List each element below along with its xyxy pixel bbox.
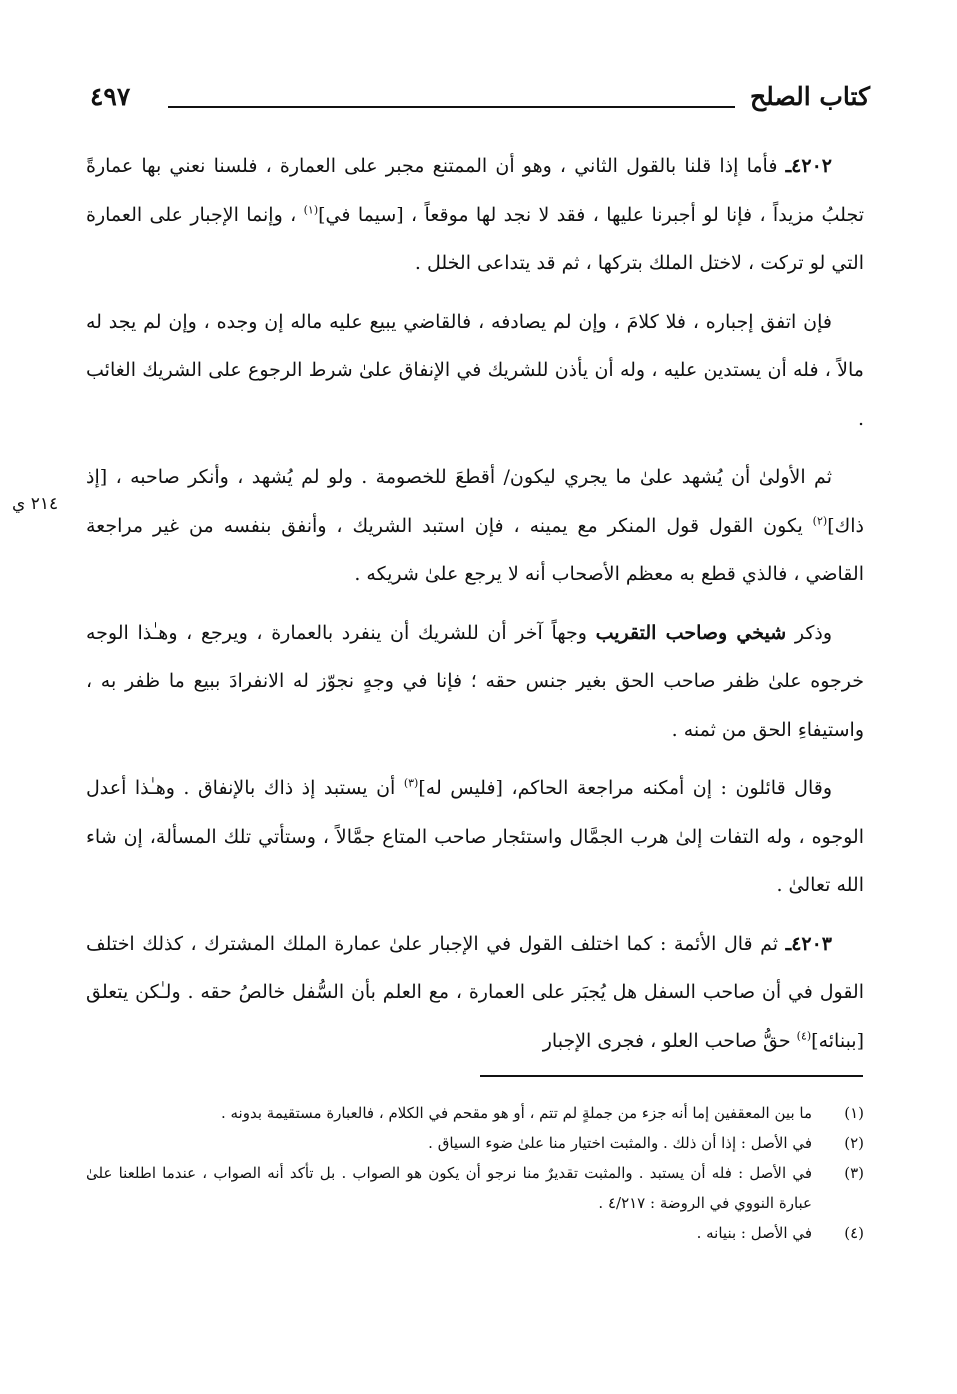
footnote-number: (٤) (844, 1224, 864, 1242)
footnote-text: في الأصل : بنيانه . (696, 1224, 812, 1242)
paragraph-text: فإن اتفق إجباره ، فلا كلامَ ، وإن لم يصادفه ، فالقاضي يبيع عليه ماله إن وجده ، وإن لم يجد له مالاً ، فله أن يستدين عليه ، وله أن يأذن للشريك في الإنفاق علىٰ شرط الرجوع على الشريك الغائب . (86, 310, 864, 430)
paragraph-text-cont: حقُّ صاحب العلو ، فجرى الإجبار (542, 1029, 797, 1052)
paragraph-text: ثم الأولىٰ أن يُشهد علىٰ ما يجري ليكون/ أقطعَ للخصومة . ولو لم يُشهد ، وأنكر صاحبه ، [إذ ذاك] (86, 466, 864, 537)
footnote-separator (480, 1075, 863, 1077)
margin-folio-note: ٢١٤ ي (12, 494, 59, 514)
footnote-ref: (٣) (403, 776, 419, 790)
paragraph-text: ثم قال الأئمة : كما اختلف القول في الإجبار علىٰ عمارة الملك المشترك ، كذلك اختلف القول في أن صاحب السفل هل يُجبَر على العمارة ، مع العلم بأن السُّفل خالصُ حقه . ولـٰكن يتعلق [ببنائه] (86, 932, 864, 1052)
footnote-ref: (٤) (796, 1029, 812, 1043)
page-header (90, 82, 870, 122)
footnote-ref: (١) (303, 203, 319, 217)
paragraph-4202 (86, 142, 864, 288)
paragraph-text-cont: ، وإنما الإجبار على العمارة التي لو تركت ، لاختل الملك بتركها ، ثم قد يتداعى الخلل . (86, 203, 864, 274)
page-number: ٤٩٧ (90, 82, 131, 111)
section-number: ٤٢٠٢ـ (785, 155, 832, 177)
footnote-text: في الأصل : فله أن يستبد . والمثبت تقديرٌ منا نرجو أن يكون هو الصواب . بل تأكد أنه الصواب ، عندما اطلعنا علىٰ عبارة النووي في الروضة : ٤/٢١٧ . (86, 1164, 812, 1212)
paragraph (86, 764, 864, 910)
footnote (86, 1218, 864, 1248)
footnote-text: في الأصل : إذا أن ذلك . والمثبت اختيار منا علىٰ ضوء السياق . (428, 1134, 812, 1152)
section-number: ٤٢٠٣ـ (785, 932, 833, 955)
paragraph (86, 298, 864, 444)
footnotes (86, 1098, 864, 1248)
footnote-number: (١) (844, 1104, 864, 1122)
paragraph (86, 609, 864, 755)
paragraph-text-cont: يكون القول قول المنكر مع يمينه ، فإن استبد الشريك ، وأنفق بنفسه من غير مراجعة القاضي ، فالذي قطع به معظم الأصحاب أنه لا يرجع علىٰ شريكه . (86, 514, 864, 585)
paragraph-text: وقال قائلون : إن أمكنه مراجعة الحاكم، [فليس له] (418, 777, 833, 799)
paragraph (86, 453, 864, 599)
main-text (86, 142, 864, 1075)
footnote (86, 1128, 864, 1158)
footnote-number: (٢) (844, 1134, 864, 1152)
footnote (86, 1158, 864, 1218)
footnote-text: ما بين المعقفين إما أنه جزء من جملةٍ لم تتم ، أو هو مقحم في الكلام ، فالعبارة مستقيمة بدونه . (220, 1104, 812, 1122)
paragraph-text-cont: أن يستبد إذ ذاك بالإنفاق . وهـٰذا أعدل الوجوه ، وله التفات إلىٰ هرب الجمَّال واستئجار صاحب المتاع جمَّالاً ، وستأتي تلك المسألة، إن شاء الله تعالىٰ . (86, 777, 864, 896)
paragraph-text: وجهاً آخر أن للشريك أن ينفرد بالعمارة ، ويرجع ، وهـٰذا الوجه خرجوه علىٰ ظفر صاحب الحق بغير جنس حقه ؛ فإنا في وجهٍ نجوّز له الانفرادَ ببيع ما ظفر به ، واستيفاءِ الحق من ثمنه . (86, 621, 864, 741)
paragraph-text-pre: وذكر (786, 621, 832, 644)
footnote-number: (٣) (844, 1164, 864, 1182)
paragraph-text: فأما إذا قلنا بالقول الثاني ، وهو أن الممتنع مجبر على العمارة ، فلسنا نعني بها عمارةً تجلبُ مزيداً ، فإنا لو أجبرنا عليها ، فقد لا نجد لها موقعاً ، [سيما في] (86, 155, 864, 226)
footnote (86, 1098, 864, 1128)
header-rule (168, 106, 735, 108)
emphasized-names: شيخي وصاحب التقريب (595, 621, 787, 644)
paragraph-4203 (86, 920, 864, 1066)
running-title: كتاب الصلح (750, 82, 870, 111)
footnote-ref: (٢) (812, 514, 828, 528)
